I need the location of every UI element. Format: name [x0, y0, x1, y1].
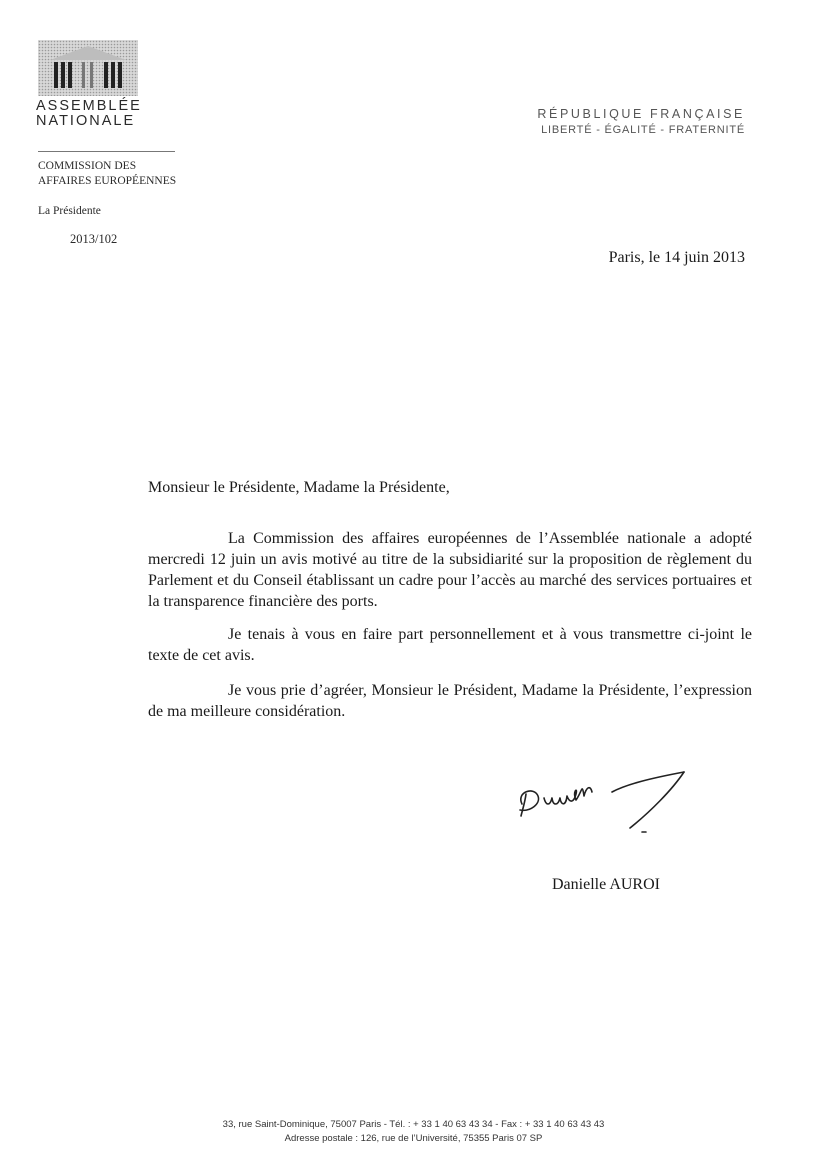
- institution-name: [36, 99, 142, 129]
- signer-name: Danielle AUROI: [552, 876, 660, 893]
- handwritten-signature-icon: [512, 762, 692, 840]
- republic-header: [537, 106, 745, 138]
- header-divider: [38, 151, 175, 152]
- letter-footer: [0, 1118, 827, 1146]
- commission-name: [38, 159, 176, 189]
- letter-date: Paris, le 14 juin 2013: [608, 249, 745, 266]
- letter-reference: 2013/102: [70, 232, 118, 246]
- letter-salutation: Monsieur le Présidente, Madame la Présidente,: [148, 479, 450, 496]
- footer-address: 33, rue Saint-Dominique, 75007 Paris - Tél. : + 33 1 40 63 43 34 - Fax : + 33 1 40 63 43 43: [222, 1119, 605, 1130]
- paragraph-1-text: La Commission des affaires européennes de l’Assemblée nationale a adopté mercredi 12 juin un avis motivé au titre de la subsidiarité sur la proposition de règlement du Parlement et du Conseil établissant un cadre pour l’accès au marché des services portuaires et la transparence financière des ports.: [148, 530, 752, 610]
- institution-name-line1: ASSEMBLÉE: [36, 98, 142, 114]
- republic-name: RÉPUBLIQUE FRANÇAISE: [537, 107, 745, 121]
- commission-line2: AFFAIRES EUROPÉENNES: [38, 175, 177, 187]
- letter-paragraph-1: [148, 528, 752, 612]
- paragraph-2-text: Je tenais à vous en faire part personnellement et à vous transmettre ci-joint le texte de cet avis.: [148, 626, 752, 664]
- commission-line1: COMMISSION DES: [38, 160, 137, 172]
- assemblee-nationale-logo-icon: [38, 40, 138, 96]
- institution-name-line2: NATIONALE: [36, 113, 136, 129]
- republic-motto: LIBERTÉ - ÉGALITÉ - FRATERNITÉ: [541, 124, 745, 136]
- letter-paragraph-3: [148, 680, 752, 722]
- sender-role: La Présidente: [38, 205, 101, 217]
- footer-postal-address: Adresse postale : 126, rue de l’Université, 75355 Paris 07 SP: [284, 1133, 543, 1144]
- letter-paragraph-2: [148, 624, 752, 666]
- paragraph-3-text: Je vous prie d’agréer, Monsieur le Président, Madame la Présidente, l’expression de ma meilleure considération.: [148, 682, 752, 720]
